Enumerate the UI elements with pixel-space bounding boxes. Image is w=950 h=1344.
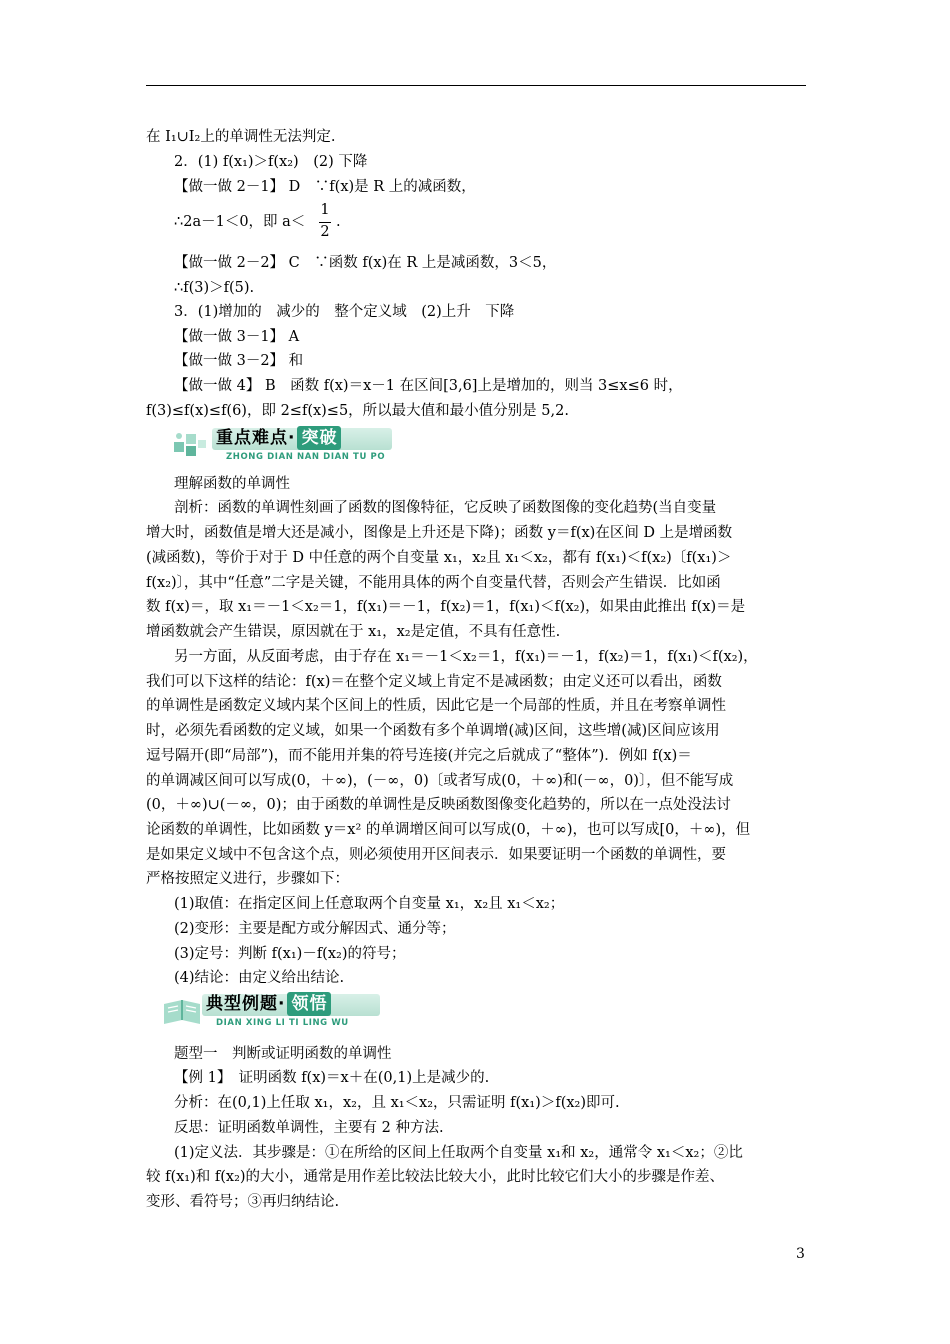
banner-subtitle: DIAN XING LI TI LING WU: [216, 1018, 349, 1028]
banner-subtitle: ZHONG DIAN NAN DIAN TU PO: [226, 452, 386, 462]
text-line: 【做一做 2－1】 D ∵f(x)是 R 上的减函数，: [174, 179, 476, 195]
fraction-bar: [319, 222, 331, 223]
text-line: 剖析：函数的单调性刻画了函数的图像特征，它反映了函数图像的变化趋势(当自变量: [174, 500, 717, 516]
text-line: ∴2a－1＜0，即 a＜: [174, 214, 306, 230]
text-line: (1)定义法．其步骤是：①在所给的区间上任取两个自变量 x₁和 x₂，通常令 x₁＜x₂；②比: [174, 1145, 743, 1161]
text-line: 我们可以下这样的结论：f(x)＝在整个定义域上肯定不是减函数；由定义还可以看出，函数: [146, 674, 722, 690]
text-line: 理解函数的单调性: [174, 476, 290, 492]
text-line: 的单调减区间可以写成(0，＋∞)，(－∞，0)〔或者写成(0，＋∞)和(－∞，0)〕，但不能写成: [146, 773, 734, 789]
header-rule: [146, 85, 806, 86]
text-line: 变形、看符号；③再归纳结论.: [146, 1194, 340, 1210]
text-line: (2)变形：主要是配方或分解因式、通分等；: [174, 921, 456, 937]
page-number: 3: [796, 1246, 805, 1262]
text-line: 题型一 判断或证明函数的单调性: [174, 1046, 392, 1062]
text-line: ∴f(3)＞f(5).: [174, 280, 255, 296]
text-line: 是如果定义域中不包含这个点，则必须使用开区间表示．如果要证明一个函数的单调性，要: [146, 847, 726, 863]
fraction-numerator: 1: [320, 202, 330, 218]
banner-title: 重点难点· 突破: [216, 426, 341, 450]
text-line: 【做一做 3－1】 A: [174, 329, 300, 345]
text-line: 时，必须先看函数的定义域，如果一个函数有多个单调增(减)区间，这些增(减)区间应该用: [146, 723, 720, 739]
text-line: 较 f(x₁)和 f(x₂)的大小，通常是用作差比较法比较大小，此时比较它们大小的步骤是作差、: [146, 1169, 725, 1185]
text-line: (4)结论：由定义给出结论.: [174, 970, 345, 986]
text-line: 2．(1) f(x₁)＞f(x₂) (2) 下降: [174, 154, 368, 170]
text-line: 【例 1】 证明函数 f(x)＝x＋在(0,1)上是减少的.: [174, 1070, 490, 1086]
text-line: (1)取值：在指定区间上任意取两个自变量 x₁，x₂且 x₁＜x₂；: [174, 896, 565, 912]
book-icon: [160, 994, 204, 1030]
section-banner-key-points: [162, 426, 402, 466]
text-line: f(x₂)〕，其中“任意”二字是关键，不能用具体的两个自变量代替，否则会产生错误．比如函: [146, 575, 721, 591]
text-line: 论函数的单调性，比如函数 y＝x² 的单调增区间可以写成(0，＋∞)，也可以写成[0，＋∞)，但: [146, 822, 751, 838]
text-line: 分析：在(0,1)上任取 x₁，x₂，且 x₁＜x₂，只需证明 f(x₁)＞f(x₂)即可.: [174, 1095, 620, 1111]
text-line: f(3)≤f(x)≤f(6)，即 2≤f(x)≤5，所以最大值和最小值分别是 5,2.: [146, 403, 569, 419]
banner-tag: 领悟: [287, 992, 331, 1016]
text-line: (3)定号：判断 f(x₁)－f(x₂)的符号；: [174, 946, 406, 962]
text-line: 数 f(x)＝，取 x₁＝－1＜x₂＝1，f(x₁)＝－1，f(x₂)＝1，f(x₁)＜f(x₂)，如果由此推出 f(x)＝是: [146, 599, 746, 615]
text-line: 【做一做 2－2】 C ∵函数 f(x)在 R 上是减函数，3＜5，: [174, 255, 557, 271]
cubes-icon: [170, 428, 214, 464]
text-line: 的单调性是函数定义域内某个区间上的性质，因此它是一个局部的性质，并且在考察单调性: [146, 698, 726, 714]
text-line: (0，＋∞)∪(－∞，0)；由于函数的单调性是反映函数图像变化趋势的，所以在一点处没法讨: [146, 797, 731, 813]
text-line: 在 I₁∪I₂上的单调性无法判定.: [146, 129, 336, 145]
text-line: 反思：证明函数单调性，主要有 2 种方法.: [174, 1120, 444, 1136]
text-line: 【做一做 4】 B 函数 f(x)＝x－1 在区间[3,6]上是增加的，则当 3≤x≤6 时，: [174, 378, 683, 394]
fraction-denominator: 2: [320, 224, 330, 240]
text-line: 严格按照定义进行，步骤如下：: [146, 871, 349, 887]
banner-tag: 突破: [297, 426, 341, 450]
text-line: 逗号隔开(即“局部”)，而不能用并集的符号连接(并完之后就成了“整体”)．例如 f(x)＝: [146, 748, 692, 764]
text-line: 增大时，函数值是增大还是减小，图像是上升还是下降)；函数 y＝f(x)在区间 D 上是增函数: [146, 525, 733, 541]
text-line: (减函数)，等价于对于 D 中任意的两个自变量 x₁，x₂且 x₁＜x₂，都有 f(x₁)＜f(x₂)〔f(x₁)＞: [146, 550, 732, 566]
section-banner-examples: [152, 992, 392, 1032]
text-line: 另一方面，从反面考虑，由于存在 x₁＝－1＜x₂＝1，f(x₁)＝－1，f(x₂)＝1，f(x₁)＜f(x₂)，: [174, 649, 758, 665]
text-line: 3．(1)增加的 减少的 整个定义域 (2)上升 下降: [174, 304, 515, 320]
fraction-tail: .: [336, 214, 341, 230]
text-line: 【做一做 3－2】 和: [174, 353, 304, 369]
banner-title: 典型例题· 领悟: [206, 992, 331, 1016]
text-line: 增函数就会产生错误，原因就在于 x₁，x₂是定值，不具有任意性.: [146, 624, 561, 640]
